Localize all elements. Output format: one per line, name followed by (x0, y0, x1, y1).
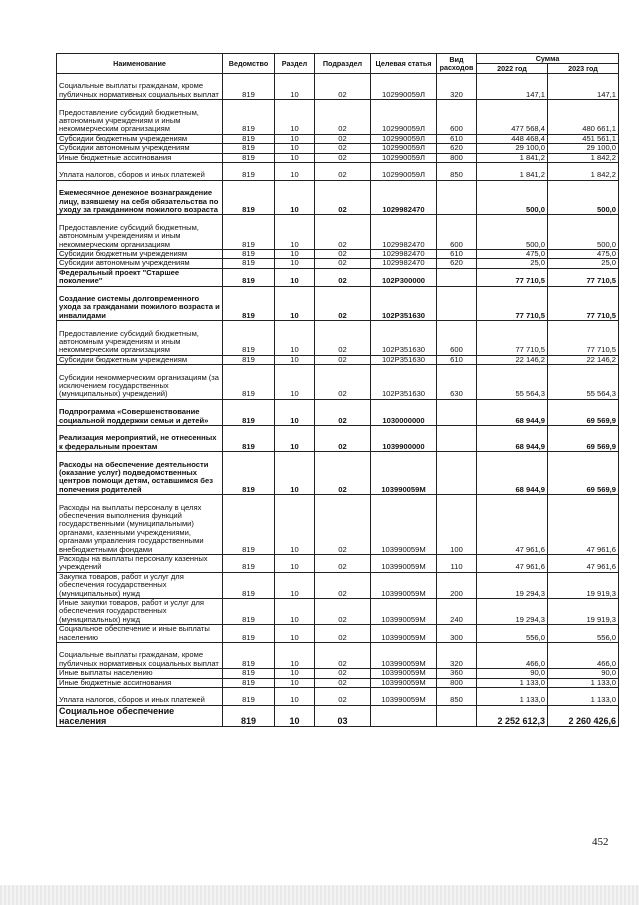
cell-subsection: 02 (315, 688, 371, 706)
cell-dept: 819 (223, 153, 275, 162)
cell-section: 10 (275, 180, 315, 215)
table-row (57, 688, 619, 706)
cell-sum-2022: 1 133,0 (477, 688, 548, 706)
cell-dept: 819 (223, 259, 275, 268)
cell-exp-type: 320 (437, 74, 477, 100)
cell-sum-2022: 19 294,3 (477, 599, 548, 625)
cell-subsection: 02 (315, 452, 371, 495)
cell-sum-2023: 25,0 (548, 259, 619, 268)
cell-sum-2023: 451 561,1 (548, 134, 619, 143)
header-target: Целевая статья (371, 54, 437, 74)
cell-exp-type: 110 (437, 554, 477, 572)
cell-name: Субсидии некоммерческим организациям (за исключением государственных (муниципальных) учреждений) (57, 365, 223, 400)
cell-exp-type (437, 180, 477, 215)
cell-dept: 819 (223, 452, 275, 495)
cell-exp-type: 620 (437, 144, 477, 153)
cell-section: 10 (275, 100, 315, 135)
cell-subsection: 02 (315, 678, 371, 687)
cell-dept: 819 (223, 688, 275, 706)
table-row (57, 153, 619, 162)
cell-section: 10 (275, 163, 315, 181)
cell-section: 10 (275, 365, 315, 400)
table-row (57, 259, 619, 268)
cell-dept: 819 (223, 399, 275, 425)
cell-sum-2022: 77 710,5 (477, 268, 548, 286)
cell-subsection: 02 (315, 669, 371, 678)
header-section: Раздел (275, 54, 315, 74)
cell-sum-2022: 68 944,9 (477, 425, 548, 451)
table-row (57, 134, 619, 143)
cell-name: Расходы на выплаты персоналу в целях обеспечения выполнения функций государственными (муниципальными) органами, казенными учреждениями, органами управления государственными внебюджетными фондами (57, 495, 223, 555)
header-year-2023: 2023 год (548, 64, 619, 74)
cell-exp-type: 100 (437, 495, 477, 555)
cell-target: 103990059M (371, 495, 437, 555)
cell-sum-2023: 77 710,5 (548, 268, 619, 286)
table-header (57, 54, 619, 74)
cell-subsection: 02 (315, 625, 371, 643)
header-name: Наименование (57, 54, 223, 74)
cell-subsection: 02 (315, 643, 371, 669)
cell-dept: 819 (223, 163, 275, 181)
cell-subsection: 02 (315, 355, 371, 364)
cell-exp-type: 360 (437, 669, 477, 678)
cell-name: Предоставление субсидий бюджетным, автономным учреждениям и иным некоммерческим организациям (57, 100, 223, 135)
cell-section: 10 (275, 425, 315, 451)
cell-sum-2022: 556,0 (477, 625, 548, 643)
cell-exp-type: 800 (437, 678, 477, 687)
cell-name: Предоставление субсидий бюджетным, автономным учреждениям и иным некоммерческим организациям (57, 215, 223, 250)
header-dept: Ведомство (223, 54, 275, 74)
cell-sum-2022: 477 568,4 (477, 100, 548, 135)
cell-section: 10 (275, 669, 315, 678)
cell-exp-type: 600 (437, 321, 477, 356)
cell-exp-type: 850 (437, 688, 477, 706)
cell-subsection: 02 (315, 599, 371, 625)
table-row (57, 180, 619, 215)
cell-subsection: 03 (315, 705, 371, 726)
cell-name: Уплата налогов, сборов и иных платежей (57, 163, 223, 181)
cell-dept: 819 (223, 705, 275, 726)
cell-name: Субсидии автономным учреждениям (57, 144, 223, 153)
cell-dept: 819 (223, 286, 275, 321)
cell-subsection: 02 (315, 554, 371, 572)
cell-target: 103990059M (371, 678, 437, 687)
cell-dept: 819 (223, 678, 275, 687)
header-sum: Сумма (477, 54, 619, 64)
cell-sum-2022: 19 294,3 (477, 572, 548, 598)
cell-target: 102P351630 (371, 365, 437, 400)
cell-subsection: 02 (315, 100, 371, 135)
cell-exp-type (437, 399, 477, 425)
table-row (57, 495, 619, 555)
table-row (57, 678, 619, 687)
cell-subsection: 02 (315, 425, 371, 451)
cell-subsection: 02 (315, 268, 371, 286)
cell-name: Субсидии автономным учреждениям (57, 259, 223, 268)
cell-section: 10 (275, 153, 315, 162)
cell-exp-type: 240 (437, 599, 477, 625)
cell-dept: 819 (223, 495, 275, 555)
cell-target: 1029982470 (371, 215, 437, 250)
cell-subsection: 02 (315, 134, 371, 143)
table-row (57, 643, 619, 669)
table-row (57, 321, 619, 356)
cell-dept: 819 (223, 100, 275, 135)
cell-section: 10 (275, 249, 315, 258)
cell-sum-2022: 475,0 (477, 249, 548, 258)
cell-sum-2023: 47 961,6 (548, 554, 619, 572)
cell-sum-2023: 1 133,0 (548, 678, 619, 687)
cell-sum-2023: 19 919,3 (548, 572, 619, 598)
cell-exp-type: 610 (437, 134, 477, 143)
cell-subsection: 02 (315, 399, 371, 425)
cell-name: Расходы на обеспечение деятельности (оказание услуг) подведомственных центров помощи детям, оставшимся без попечения родителей (57, 452, 223, 495)
cell-subsection: 02 (315, 286, 371, 321)
cell-dept: 819 (223, 249, 275, 258)
cell-section: 10 (275, 495, 315, 555)
scan-edge (0, 885, 639, 905)
cell-section: 10 (275, 688, 315, 706)
cell-exp-type: 320 (437, 643, 477, 669)
cell-sum-2022: 77 710,5 (477, 321, 548, 356)
cell-subsection: 02 (315, 249, 371, 258)
cell-subsection: 02 (315, 495, 371, 555)
cell-subsection: 02 (315, 74, 371, 100)
cell-sum-2023: 22 146,2 (548, 355, 619, 364)
cell-subsection: 02 (315, 180, 371, 215)
cell-section: 10 (275, 678, 315, 687)
cell-exp-type: 850 (437, 163, 477, 181)
cell-sum-2022: 448 468,4 (477, 134, 548, 143)
table-row (57, 452, 619, 495)
cell-section: 10 (275, 625, 315, 643)
cell-subsection: 02 (315, 365, 371, 400)
cell-sum-2023: 55 564,3 (548, 365, 619, 400)
cell-target: 103990059M (371, 599, 437, 625)
cell-sum-2023: 1 133,0 (548, 688, 619, 706)
cell-sum-2022: 466,0 (477, 643, 548, 669)
cell-name: Субсидии бюджетным учреждениям (57, 134, 223, 143)
cell-dept: 819 (223, 144, 275, 153)
cell-target: 1029982470 (371, 249, 437, 258)
cell-name: Социальное обеспечение населения (57, 705, 223, 726)
cell-target: 1039900000 (371, 425, 437, 451)
cell-section: 10 (275, 134, 315, 143)
table-row (57, 355, 619, 364)
cell-target: 103990059M (371, 554, 437, 572)
cell-sum-2022: 1 133,0 (477, 678, 548, 687)
cell-subsection: 02 (315, 259, 371, 268)
cell-subsection: 02 (315, 321, 371, 356)
cell-target: 103990059M (371, 688, 437, 706)
header-exp-type: Вид расходов (437, 54, 477, 74)
table-body (57, 74, 619, 727)
cell-name: Создание системы долговременного ухода за гражданами пожилого возраста и инвалидами (57, 286, 223, 321)
cell-sum-2023: 500,0 (548, 215, 619, 250)
cell-name: Социальные выплаты гражданам, кроме публичных нормативных социальных выплат (57, 74, 223, 100)
table-row (57, 425, 619, 451)
cell-sum-2022: 500,0 (477, 180, 548, 215)
cell-sum-2022: 147,1 (477, 74, 548, 100)
cell-section: 10 (275, 268, 315, 286)
cell-target: 102990059Л (371, 163, 437, 181)
cell-exp-type: 300 (437, 625, 477, 643)
cell-dept: 819 (223, 572, 275, 598)
cell-name: Иные выплаты населению (57, 669, 223, 678)
cell-dept: 819 (223, 625, 275, 643)
cell-subsection: 02 (315, 163, 371, 181)
cell-exp-type: 610 (437, 249, 477, 258)
cell-target: 102990059Л (371, 100, 437, 135)
table-row (57, 163, 619, 181)
cell-sum-2023: 480 661,1 (548, 100, 619, 135)
cell-dept: 819 (223, 268, 275, 286)
cell-target: 1029982470 (371, 180, 437, 215)
cell-name: Расходы на выплаты персоналу казенных учреждений (57, 554, 223, 572)
cell-dept: 819 (223, 365, 275, 400)
table-row (57, 399, 619, 425)
cell-target (371, 705, 437, 726)
cell-exp-type: 620 (437, 259, 477, 268)
cell-sum-2023: 1 842,2 (548, 163, 619, 181)
cell-sum-2023: 47 961,6 (548, 495, 619, 555)
page-number: 452 (592, 836, 609, 848)
cell-sum-2022: 77 710,5 (477, 286, 548, 321)
cell-sum-2022: 68 944,9 (477, 399, 548, 425)
cell-sum-2022: 29 100,0 (477, 144, 548, 153)
table-row (57, 100, 619, 135)
cell-exp-type: 610 (437, 355, 477, 364)
cell-section: 10 (275, 643, 315, 669)
table-row (57, 554, 619, 572)
cell-dept: 819 (223, 134, 275, 143)
cell-name: Субсидии бюджетным учреждениям (57, 355, 223, 364)
cell-section: 10 (275, 355, 315, 364)
cell-sum-2023: 69 569,9 (548, 399, 619, 425)
cell-target: 102P300000 (371, 268, 437, 286)
cell-subsection: 02 (315, 144, 371, 153)
cell-name: Иные закупки товаров, работ и услуг для обеспечения государственных (муниципальных) нужд (57, 599, 223, 625)
cell-sum-2023: 1 842,2 (548, 153, 619, 162)
table-row (57, 625, 619, 643)
cell-dept: 819 (223, 643, 275, 669)
cell-sum-2022: 47 961,6 (477, 554, 548, 572)
cell-name: Реализация мероприятий, не отнесенных к федеральным проектам (57, 425, 223, 451)
cell-section: 10 (275, 259, 315, 268)
header-subsection: Подраздел (315, 54, 371, 74)
table-row (57, 669, 619, 678)
cell-sum-2023: 147,1 (548, 74, 619, 100)
cell-target: 102990059Л (371, 144, 437, 153)
header-year-2022: 2022 год (477, 64, 548, 74)
cell-sum-2023: 69 569,9 (548, 452, 619, 495)
table-row (57, 74, 619, 100)
cell-section: 10 (275, 215, 315, 250)
table-row (57, 215, 619, 250)
cell-sum-2022: 2 252 612,3 (477, 705, 548, 726)
cell-dept: 819 (223, 355, 275, 364)
cell-sum-2023: 2 260 426,6 (548, 705, 619, 726)
cell-name: Федеральный проект "Старшее поколение" (57, 268, 223, 286)
cell-subsection: 02 (315, 572, 371, 598)
cell-sum-2022: 90,0 (477, 669, 548, 678)
cell-target: 102P351630 (371, 286, 437, 321)
cell-sum-2023: 556,0 (548, 625, 619, 643)
table-row (57, 705, 619, 726)
cell-name: Иные бюджетные ассигнования (57, 678, 223, 687)
cell-exp-type: 200 (437, 572, 477, 598)
cell-sum-2022: 22 146,2 (477, 355, 548, 364)
cell-sum-2023: 77 710,5 (548, 321, 619, 356)
table-row (57, 286, 619, 321)
cell-exp-type (437, 452, 477, 495)
cell-dept: 819 (223, 215, 275, 250)
cell-subsection: 02 (315, 153, 371, 162)
budget-table (56, 53, 619, 727)
cell-target: 102990059Л (371, 153, 437, 162)
cell-target: 103990059M (371, 669, 437, 678)
cell-name: Предоставление субсидий бюджетным, автономным учреждениям и иным некоммерческим организациям (57, 321, 223, 356)
cell-target: 102990059Л (371, 74, 437, 100)
cell-section: 10 (275, 705, 315, 726)
cell-sum-2023: 90,0 (548, 669, 619, 678)
cell-section: 10 (275, 144, 315, 153)
cell-target: 103990059M (371, 572, 437, 598)
table-row (57, 572, 619, 598)
cell-sum-2023: 69 569,9 (548, 425, 619, 451)
table-row (57, 365, 619, 400)
cell-sum-2023: 19 919,3 (548, 599, 619, 625)
cell-sum-2022: 68 944,9 (477, 452, 548, 495)
cell-target: 1030000000 (371, 399, 437, 425)
table-row (57, 144, 619, 153)
cell-target: 103990059M (371, 643, 437, 669)
cell-exp-type: 600 (437, 215, 477, 250)
cell-section: 10 (275, 572, 315, 598)
cell-sum-2023: 77 710,5 (548, 286, 619, 321)
table-row (57, 268, 619, 286)
cell-dept: 819 (223, 599, 275, 625)
cell-name: Уплата налогов, сборов и иных платежей (57, 688, 223, 706)
cell-exp-type: 630 (437, 365, 477, 400)
cell-dept: 819 (223, 180, 275, 215)
cell-name: Социальные выплаты гражданам, кроме публичных нормативных социальных выплат (57, 643, 223, 669)
cell-target: 103990059M (371, 452, 437, 495)
cell-name: Закупка товаров, работ и услуг для обеспечения государственных (муниципальных) нужд (57, 572, 223, 598)
cell-target: 102P351630 (371, 321, 437, 356)
cell-sum-2023: 475,0 (548, 249, 619, 258)
cell-sum-2023: 466,0 (548, 643, 619, 669)
cell-dept: 819 (223, 425, 275, 451)
cell-name: Субсидии бюджетным учреждениям (57, 249, 223, 258)
cell-target: 102P351630 (371, 355, 437, 364)
cell-sum-2022: 55 564,3 (477, 365, 548, 400)
cell-target: 103990059M (371, 625, 437, 643)
cell-exp-type (437, 425, 477, 451)
cell-section: 10 (275, 74, 315, 100)
cell-section: 10 (275, 554, 315, 572)
cell-section: 10 (275, 599, 315, 625)
cell-exp-type: 800 (437, 153, 477, 162)
cell-dept: 819 (223, 321, 275, 356)
cell-sum-2023: 29 100,0 (548, 144, 619, 153)
cell-name: Подпрограмма «Совершенствование социальной поддержки семьи и детей» (57, 399, 223, 425)
cell-section: 10 (275, 286, 315, 321)
cell-section: 10 (275, 399, 315, 425)
cell-name: Иные бюджетные ассигнования (57, 153, 223, 162)
cell-exp-type: 600 (437, 100, 477, 135)
cell-exp-type (437, 286, 477, 321)
cell-exp-type (437, 705, 477, 726)
cell-sum-2022: 47 961,6 (477, 495, 548, 555)
table-row (57, 249, 619, 258)
cell-name: Ежемесячное денежное вознаграждение лицу, взявшему на себя обязательства по уходу за гражданином пожилого возраста (57, 180, 223, 215)
cell-sum-2023: 500,0 (548, 180, 619, 215)
cell-dept: 819 (223, 669, 275, 678)
cell-target: 1029982470 (371, 259, 437, 268)
cell-dept: 819 (223, 554, 275, 572)
cell-section: 10 (275, 452, 315, 495)
cell-name: Социальное обеспечение и иные выплаты населению (57, 625, 223, 643)
cell-sum-2022: 1 841,2 (477, 153, 548, 162)
cell-sum-2022: 500,0 (477, 215, 548, 250)
table-row (57, 599, 619, 625)
cell-exp-type (437, 268, 477, 286)
cell-subsection: 02 (315, 215, 371, 250)
cell-target: 102990059Л (371, 134, 437, 143)
cell-dept: 819 (223, 74, 275, 100)
cell-section: 10 (275, 321, 315, 356)
cell-sum-2022: 1 841,2 (477, 163, 548, 181)
cell-sum-2022: 25,0 (477, 259, 548, 268)
